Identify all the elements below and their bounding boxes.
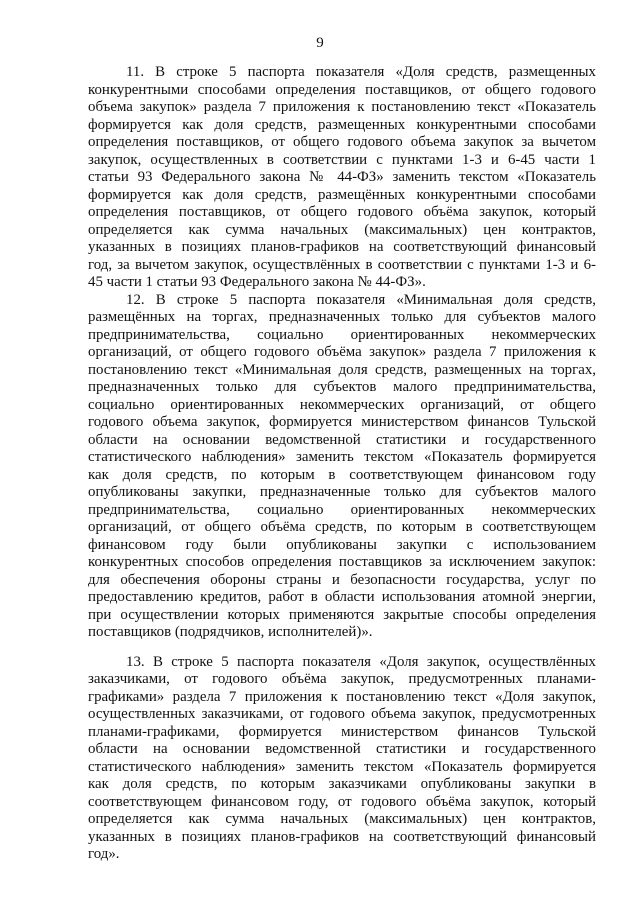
text-line: опубликованы закупки, предназначенные только для субъектов малого xyxy=(88,484,596,500)
text-line: предпринимательства, социально ориентированных некоммерческих xyxy=(88,326,596,343)
text-line: статьи 93 Федерального закона № 44-ФЗ» заменить текстом «Показатель xyxy=(88,169,596,185)
text-line: определяется как сумма начальных (максимальных) цен контрактов, xyxy=(88,221,596,238)
text-line: определения поставщиков, от общего годового объема закупок за вычетом xyxy=(88,134,596,150)
text-line: размещённых на торгах, предназначенных только для субъектов малого xyxy=(88,309,596,325)
text-line: как доля средств, по которым в соответствующем финансовом году xyxy=(88,466,596,483)
paragraph-12 xyxy=(88,292,596,642)
text-line: конкурентных способов определения поставщиков за исключением закупок: xyxy=(88,554,596,570)
text-line: организаций, от общего объёма средств, по которым в соответствующем xyxy=(88,519,596,535)
text-line: статистического наблюдения» заменить текстом «Показатель формируется xyxy=(88,449,596,465)
text-line: поставщиков (подрядчиков, исполнителей)». xyxy=(88,624,373,640)
text-line: постановлению текст «Минимальная доля средств, размещенных на торгах, xyxy=(88,361,596,378)
text-line: финансовом году были опубликованы закупки с использованием xyxy=(88,536,596,553)
page-number: 9 xyxy=(316,35,324,51)
text-line: предназначенных только для субъектов малого предпринимательства, xyxy=(88,379,596,395)
text-line: как доля средств, по которым заказчиками опубликованы закупки в xyxy=(88,776,596,792)
text-line: соответствующем финансовом году, от годового объёма закупок, который xyxy=(88,793,596,810)
text-line: при осуществлении которых применяются закрытые способы определения xyxy=(88,606,596,623)
text-line: 13. В строке 5 паспорта показателя «Доля закупок, осуществлённых xyxy=(126,653,596,670)
text-line: 45 части 1 статьи 93 Федерального закона № 44-ФЗ». xyxy=(88,274,426,290)
text-line: предпринимательства, социально ориентированных некоммерческих xyxy=(88,501,596,518)
text-line: осуществленных заказчиками, от годового объема закупок, предусмотренных xyxy=(88,706,596,722)
text-line: год, за вычетом закупок, осуществлённых в соответствии с пунктами 1-3 и 6- xyxy=(88,256,596,273)
text-line: 12. В строке 5 паспорта показателя «Минимальная доля средств, xyxy=(126,291,596,308)
text-line: формируется как доля средств, размещенных конкурентными способами xyxy=(88,116,596,133)
text-line: объема закупок» раздела 7 приложения к постановлению текст «Показатель xyxy=(88,99,596,115)
text-line: конкурентными способами определения поставщиков, от общего годового xyxy=(88,81,596,98)
text-line: определения поставщиков, от общего годового объёма закупок, который xyxy=(88,204,596,220)
paragraph-11 xyxy=(88,64,596,292)
text-line: графиками» раздела 7 приложения к постановлению текст «Доля закупок, xyxy=(88,688,596,705)
text-line: предоставлению кредитов, работ в области использования атомной энергии, xyxy=(88,589,596,605)
text-line: организаций, от общего годового объёма закупок» раздела 7 приложения к xyxy=(88,344,596,360)
document-body xyxy=(88,64,596,864)
text-line: области на основании ведомственной статистики и государственного xyxy=(88,431,596,448)
text-line: заказчиками, от годового объёма закупок, предусмотренных планами- xyxy=(88,671,596,687)
paragraph-13 xyxy=(88,654,596,864)
text-line: годового объема закупок, формируется министерством финансов Тульской xyxy=(88,414,596,430)
text-line: планами-графиками, формируется министерством финансов Тульской xyxy=(88,723,596,740)
text-line: указанных в позициях планов-графиков на соответствующий финансовый xyxy=(88,828,596,845)
text-line: для обеспечения обороны страны и безопасности государства, услуг по xyxy=(88,571,596,588)
text-line: социально ориентированных некоммерческих организаций, от общего xyxy=(88,396,596,413)
text-line: закупок, осуществленных в соответствии с пунктами 1-3 и 6-45 части 1 xyxy=(88,151,596,168)
text-line: области на основании ведомственной статистики и государственного xyxy=(88,741,596,757)
text-line: 11. В строке 5 паспорта показателя «Доля средств, размещенных xyxy=(126,64,596,80)
text-line: год». xyxy=(88,846,120,862)
text-line: указанных в позициях планов-графиков на соответствующий финансовый xyxy=(88,239,596,255)
text-line: определяется как сумма начальных (максимальных) цен контрактов, xyxy=(88,811,596,827)
text-line: статистического наблюдения» заменить текстом «Показатель формируется xyxy=(88,758,596,775)
text-line: формируется как доля средств, размещённых конкурентными способами xyxy=(88,186,596,203)
